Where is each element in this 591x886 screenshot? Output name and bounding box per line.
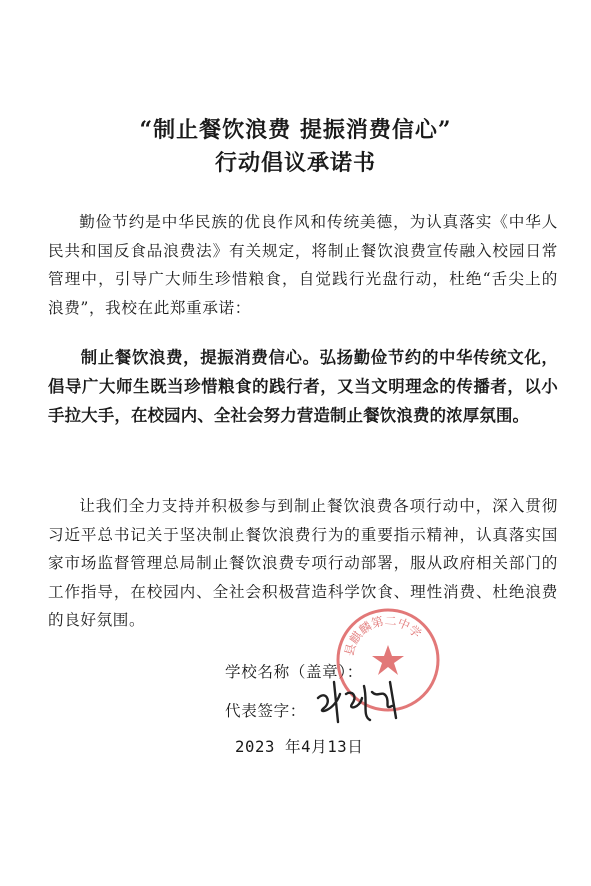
document-title: “制止餐饮浪费 提振消费信心” [139, 117, 452, 143]
sign-date: 2023 年4月13日 [235, 738, 364, 756]
paragraph-call-to-action: 让我们全力支持并积极参与到制止餐饮浪费各项行动中，深入贯彻习近平总书记关于坚决制止餐饮浪费行为的重要指示精神，认真落实国家市场监督管理总局制止餐饮浪费专项行动部署，服从政府相关部门的工作指导，在校园内、全社会积极营造科学饮食、理性消费、杜绝浪费的良好氛围。 [48, 497, 558, 629]
school-name-label: 学校名称（盖章）： [225, 663, 363, 681]
document-subtitle: 行动倡议承诺书 [214, 150, 376, 176]
paragraph-commitment: 制止餐饮浪费，提振消费信心。弘扬勤俭节约的中华传统文化，倡导广大师生既当珍惜粮食的践行者，又当文明理念的传播者，以小手拉大手，在校园内、全社会努力营造制止餐饮浪费的浓厚氛围。 [48, 348, 558, 425]
svg-text:县麒麟第二中学 [342, 614, 424, 658]
handwritten-signature [312, 672, 404, 730]
representative-signature-label: 代表签字： [225, 702, 306, 720]
paragraph-intro: 勤俭节约是中华民族的优良作风和传统美德，为认真落实《中华人民共和国反食品浪费法》有关规定，将制止餐饮浪费宣传融入校园日常管理中，引导广大师生珍惜粮食，自觉践行光盘行动，杜绝“舌尖上的浪费”，我校在此郑重承诺： [48, 213, 558, 317]
seal-text: 县麒麟第二中学 [342, 613, 424, 658]
